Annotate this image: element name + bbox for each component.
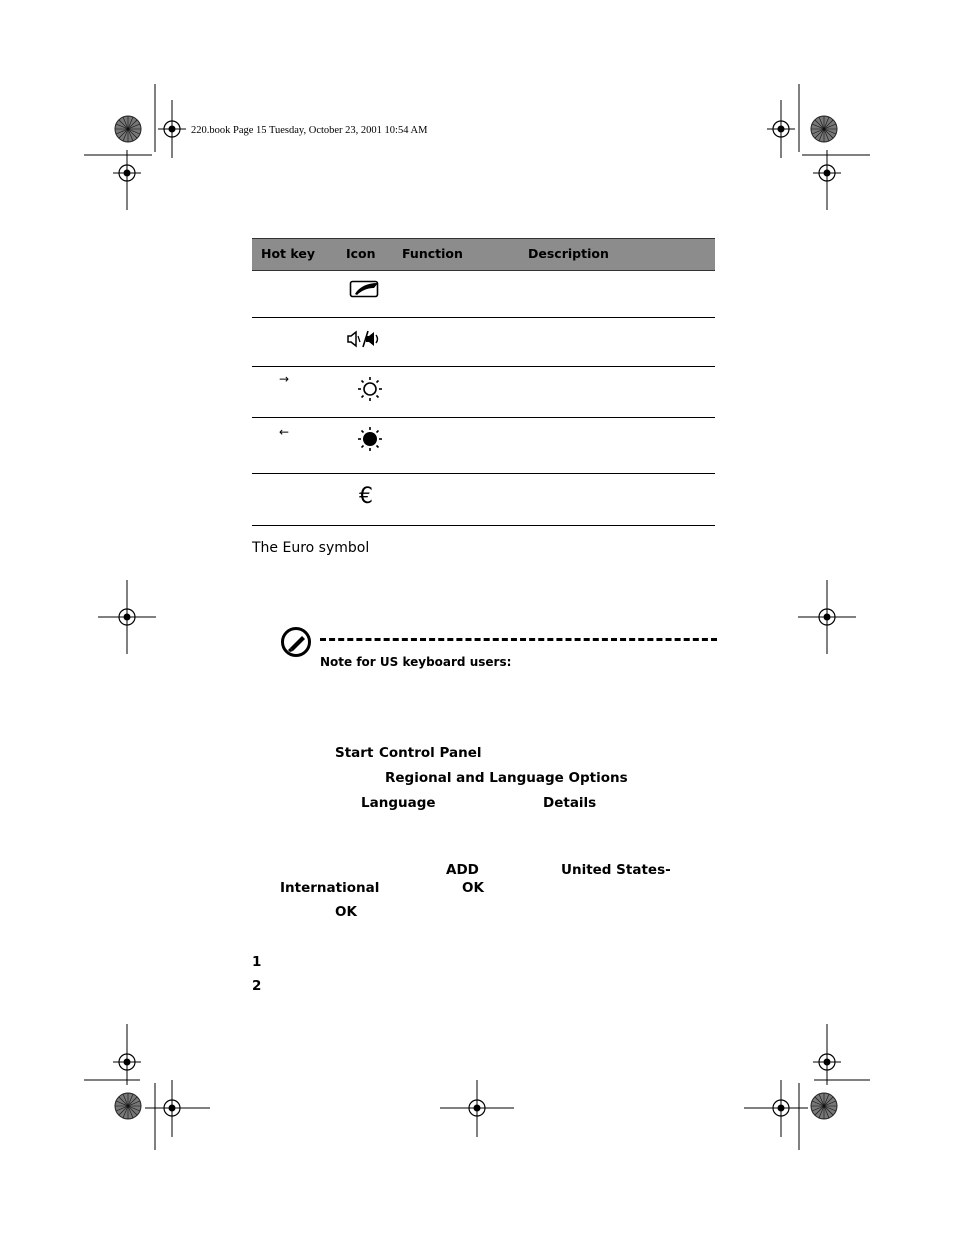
col-icon: Icon [346,246,376,261]
hotkey-left-arrow: ← [279,425,290,439]
note-divider [320,638,717,641]
euro-caption: The Euro symbol [252,540,370,556]
col-hotkey: Hot key [261,246,315,261]
brightness-up-icon [357,376,383,402]
term-details: Details [543,795,597,811]
term-united-states: United States- [561,862,671,878]
euro-icon: € [359,484,373,509]
term-regional-options: Regional and Language Options [385,770,628,786]
note-title: Note for US keyboard users: [320,655,512,669]
term-start: Start [335,745,374,761]
note-icon [280,626,312,658]
term-international: International [280,880,380,896]
term-add: ADD [446,862,479,878]
brightness-down-icon [357,426,383,452]
row-divider [252,317,715,318]
term-ok: OK [335,904,357,920]
speaker-toggle-icon [347,329,381,349]
hotkey-right-arrow: → [279,372,290,386]
col-function: Function [402,246,463,261]
row-divider [252,366,715,367]
term-control-panel: Control Panel [379,745,482,761]
row-divider [252,417,715,418]
row-divider [252,473,715,474]
term-language: Language [361,795,436,811]
page-header: 220.book Page 15 Tuesday, October 23, 2001 10:54 AM [191,125,428,136]
list-number: 1 [252,954,262,970]
row-divider [252,525,715,526]
sleep-icon [349,279,381,299]
term-ok: OK [462,880,484,896]
list-number: 2 [252,978,262,994]
table-header [252,238,715,271]
col-description: Description [528,246,609,261]
